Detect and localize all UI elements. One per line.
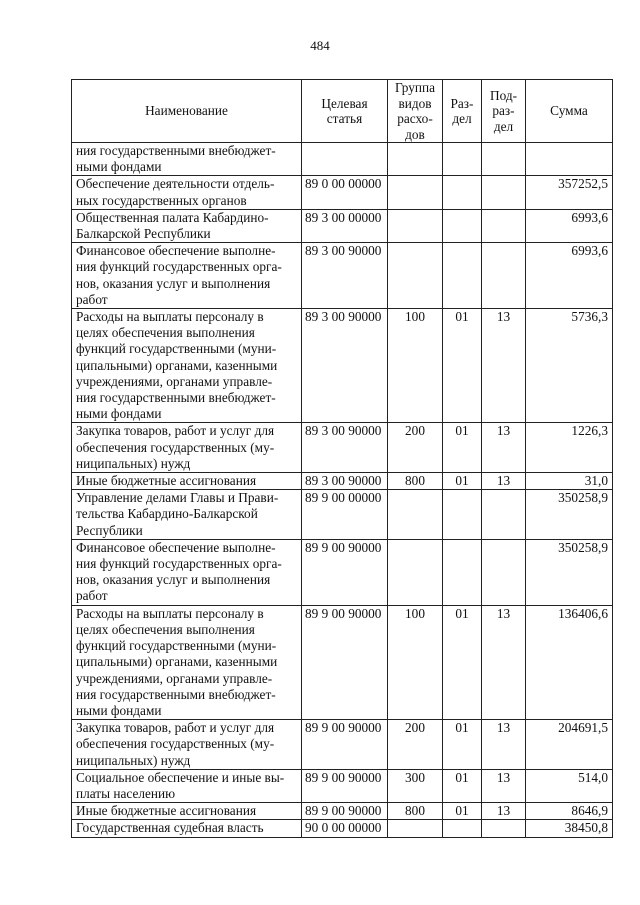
cell-name xyxy=(72,820,302,837)
cell-group xyxy=(388,820,443,837)
cell-name xyxy=(72,490,302,540)
cell-name xyxy=(72,209,302,242)
cell-group: 200 xyxy=(388,720,443,770)
cell-group: 800 xyxy=(388,473,443,490)
cell-sum: 1226,3 xyxy=(526,423,613,473)
cell-subsection: 13 xyxy=(482,605,526,719)
cell-group: 100 xyxy=(388,309,443,423)
cell-subsection: 13 xyxy=(482,309,526,423)
cell-name-line: работ xyxy=(76,291,108,307)
cell-name-line: Иные бюджетные ассигнования xyxy=(76,803,257,819)
header-row xyxy=(72,80,613,143)
table-body xyxy=(72,143,613,838)
cell-name-line: Расходы на выплаты персоналу в xyxy=(76,605,264,621)
cell-sum: 350258,9 xyxy=(526,490,613,540)
cell-name-line: Иные бюджетные ассигнования xyxy=(76,473,257,489)
cell-sum: 8646,9 xyxy=(526,803,613,820)
page-number: 484 xyxy=(310,38,330,53)
cell-name-line: функций государственными (муни- xyxy=(76,638,277,654)
cell-sum: 6993,6 xyxy=(526,209,613,242)
table-row xyxy=(72,539,613,605)
cell-name-line: целях обеспечения выполнения xyxy=(76,325,255,341)
cell-section xyxy=(443,820,482,837)
header-subsection: Под- раз- дел xyxy=(482,80,526,143)
cell-name-line: нов, оказания услуг и выполнения xyxy=(76,572,271,588)
header-target: Целевая статья xyxy=(302,80,388,143)
cell-name-line: платы населению xyxy=(76,785,176,801)
cell-subsection xyxy=(482,243,526,309)
cell-group xyxy=(388,490,443,540)
cell-name-line: учреждениями, органами управле- xyxy=(76,373,273,389)
cell-target: 89 3 00 90000 xyxy=(302,243,388,309)
cell-subsection xyxy=(482,539,526,605)
cell-name-line: Государственная судебная власть xyxy=(76,820,264,836)
cell-name xyxy=(72,309,302,423)
cell-group: 800 xyxy=(388,803,443,820)
cell-name xyxy=(72,720,302,770)
cell-subsection: 13 xyxy=(482,769,526,802)
cell-name-line: Социальное обеспечение и иные вы- xyxy=(76,769,285,785)
cell-sum: 5736,3 xyxy=(526,309,613,423)
cell-name-line: ния государственными внебюджет- xyxy=(76,143,276,158)
cell-subsection xyxy=(482,820,526,837)
cell-section: 01 xyxy=(443,423,482,473)
cell-name-line: тельства Кабардино-Балкарской xyxy=(76,506,258,522)
cell-subsection xyxy=(482,176,526,209)
table-row xyxy=(72,143,613,176)
cell-target: 89 0 00 00000 xyxy=(302,176,388,209)
budget-table xyxy=(71,79,613,838)
cell-sum: 6993,6 xyxy=(526,243,613,309)
cell-name-line: Балкарской Республики xyxy=(76,226,211,242)
cell-name-line: ния функций государственных орга- xyxy=(76,556,282,572)
cell-name-line: ных государственных органов xyxy=(76,192,247,208)
cell-name-line: учреждениями, органами управле- xyxy=(76,670,273,686)
header-group: Группа видов расхо- дов xyxy=(388,80,443,143)
cell-name-line: Закупка товаров, работ и услуг для xyxy=(76,720,275,736)
cell-name-line: обеспечения государственных (му- xyxy=(76,736,275,752)
cell-sum: 136406,6 xyxy=(526,605,613,719)
cell-target: 89 9 00 90000 xyxy=(302,539,388,605)
cell-subsection: 13 xyxy=(482,720,526,770)
cell-group: 300 xyxy=(388,769,443,802)
cell-name-line: ния государственными внебюджет- xyxy=(76,686,276,702)
cell-name-line: Обеспечение деятельности отдель- xyxy=(76,176,275,192)
cell-target: 89 9 00 90000 xyxy=(302,803,388,820)
table-row xyxy=(72,490,613,540)
header-name: Наименование xyxy=(72,80,302,143)
table-row xyxy=(72,209,613,242)
cell-name xyxy=(72,539,302,605)
cell-name-line: ципальными) органами, казенными xyxy=(76,654,278,670)
cell-section: 01 xyxy=(443,473,482,490)
header-section: Раз- дел xyxy=(443,80,482,143)
header-sum: Сумма xyxy=(526,80,613,143)
cell-section xyxy=(443,143,482,176)
cell-group xyxy=(388,539,443,605)
cell-name-line: ными фондами xyxy=(76,159,162,175)
cell-target: 89 9 00 90000 xyxy=(302,605,388,719)
cell-name-line: целях обеспечения выполнения xyxy=(76,621,255,637)
cell-subsection: 13 xyxy=(482,473,526,490)
cell-target: 89 9 00 00000 xyxy=(302,490,388,540)
cell-subsection: 13 xyxy=(482,803,526,820)
cell-section: 01 xyxy=(443,769,482,802)
cell-name-line: работ xyxy=(76,588,108,604)
table-row xyxy=(72,803,613,820)
cell-name-line: ниципальных) нужд xyxy=(76,455,191,471)
table-row xyxy=(72,309,613,423)
cell-sum: 204691,5 xyxy=(526,720,613,770)
cell-sum: 31,0 xyxy=(526,473,613,490)
table-row xyxy=(72,473,613,490)
cell-name-line: Финансовое обеспечение выполне- xyxy=(76,243,276,259)
cell-name-line: Закупка товаров, работ и услуг для xyxy=(76,423,275,439)
cell-section xyxy=(443,176,482,209)
cell-name xyxy=(72,176,302,209)
cell-section xyxy=(443,243,482,309)
cell-sum xyxy=(526,143,613,176)
table-row xyxy=(72,820,613,837)
cell-name-line: нов, оказания услуг и выполнения xyxy=(76,275,271,291)
cell-subsection: 13 xyxy=(482,423,526,473)
cell-group xyxy=(388,209,443,242)
cell-name xyxy=(72,803,302,820)
cell-group: 100 xyxy=(388,605,443,719)
table-row xyxy=(72,605,613,719)
cell-target: 89 3 00 00000 xyxy=(302,209,388,242)
cell-subsection xyxy=(482,209,526,242)
cell-target: 90 0 00 00000 xyxy=(302,820,388,837)
cell-sum: 514,0 xyxy=(526,769,613,802)
cell-sum: 350258,9 xyxy=(526,539,613,605)
cell-name-line: ния функций государственных орга- xyxy=(76,259,282,275)
cell-subsection xyxy=(482,143,526,176)
cell-target: 89 9 00 90000 xyxy=(302,720,388,770)
cell-name xyxy=(72,423,302,473)
cell-group xyxy=(388,243,443,309)
cell-name xyxy=(72,243,302,309)
cell-subsection xyxy=(482,490,526,540)
cell-name-line: ния государственными внебюджет- xyxy=(76,390,276,406)
cell-name-line: Республики xyxy=(76,522,143,538)
cell-name-line: ными фондами xyxy=(76,406,162,422)
cell-section xyxy=(443,209,482,242)
cell-name xyxy=(72,769,302,802)
cell-name-line: Финансовое обеспечение выполне- xyxy=(76,539,276,555)
cell-name-line: Расходы на выплаты персоналу в xyxy=(76,309,264,325)
cell-target: 89 3 00 90000 xyxy=(302,309,388,423)
cell-name xyxy=(72,473,302,490)
cell-section: 01 xyxy=(443,720,482,770)
cell-section: 01 xyxy=(443,803,482,820)
cell-target: 89 3 00 90000 xyxy=(302,423,388,473)
cell-name-line: ниципальных) нужд xyxy=(76,752,191,768)
cell-section: 01 xyxy=(443,309,482,423)
cell-group xyxy=(388,176,443,209)
table-row xyxy=(72,720,613,770)
cell-name-line: ципальными) органами, казенными xyxy=(76,357,278,373)
cell-name-line: обеспечения государственных (му- xyxy=(76,439,275,455)
cell-target: 89 9 00 90000 xyxy=(302,769,388,802)
cell-group xyxy=(388,143,443,176)
cell-name-line: Управление делами Главы и Прави- xyxy=(76,490,279,506)
cell-name xyxy=(72,143,302,176)
table-row xyxy=(72,769,613,802)
cell-target xyxy=(302,143,388,176)
cell-section xyxy=(443,539,482,605)
cell-name-line: ными фондами xyxy=(76,702,162,718)
cell-name xyxy=(72,605,302,719)
cell-name-line: функций государственными (муни- xyxy=(76,341,277,357)
cell-group: 200 xyxy=(388,423,443,473)
cell-section xyxy=(443,490,482,540)
table-row xyxy=(72,423,613,473)
cell-target: 89 3 00 90000 xyxy=(302,473,388,490)
cell-sum: 38450,8 xyxy=(526,820,613,837)
cell-sum: 357252,5 xyxy=(526,176,613,209)
cell-name-line: Общественная палата Кабардино- xyxy=(76,209,269,225)
table-row xyxy=(72,176,613,209)
table-row xyxy=(72,243,613,309)
cell-section: 01 xyxy=(443,605,482,719)
